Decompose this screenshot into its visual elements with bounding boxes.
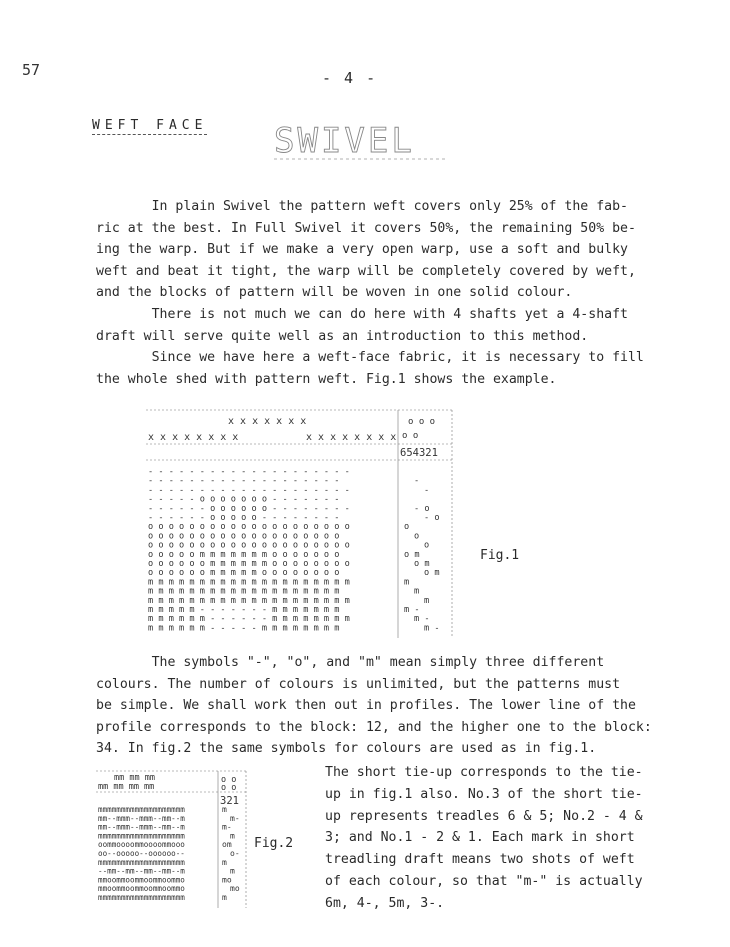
text-line: 3; and No.1 - 2 & 1. Each mark in short: [325, 830, 635, 846]
text-line: 34. In fig.2 the same symbols for colours are used as in fig.1.: [96, 741, 597, 757]
section-heading: WEFT FACE: [92, 118, 208, 133]
figure-1-label: Fig.1: [480, 548, 520, 563]
text-line: the whole shed with pattern weft. Fig.1 shows the example.: [96, 371, 557, 387]
profile-row: mmmmmmmmmmmmmmmmmmm: [98, 805, 185, 814]
treadling-mark: o: [404, 522, 410, 533]
draft-row: m m m m m m m m m m m m m m m m m m m m: [148, 595, 350, 606]
margin-page-number: 57: [22, 61, 41, 79]
draft-row: m m m m m m - - - - - m m m m m m m m: [148, 623, 340, 634]
text-line: The short tie-up corresponds to the tie-: [325, 765, 643, 780]
treadling-mark: om: [222, 840, 232, 850]
treadling-mark: o: [414, 531, 420, 542]
tieup-marks: o o: [221, 775, 237, 785]
treadling-mark: m: [414, 586, 420, 597]
treadling-mark: mo: [230, 884, 240, 894]
profile-row: mm--mmm--mmm--mm--m: [98, 813, 185, 823]
threading-bottom: x x x x x x x x: [148, 432, 239, 443]
text-line: profile corresponds to the block: 12, and the higher one to the block:: [96, 719, 652, 735]
draft-row: o o o o o o m m m m m o o o o o o o o: [148, 568, 340, 579]
profile-bottom: mm mm mm mm: [98, 782, 155, 792]
draft-row: m m m m m - - - - - - - m m m m m m m: [148, 605, 340, 615]
text-line: of each colour, so that "m-" is actually: [325, 873, 643, 889]
profile-row: oo--ooooo--oooooo--: [98, 849, 185, 858]
treadling-mark: m: [230, 831, 235, 841]
text-line: colours. The number of colours is unlimited, but the patterns must: [96, 676, 621, 692]
draft-row: m m m m m m m m m m m m m m m m m m m m: [148, 577, 350, 588]
profile-row: --mm--mm--mm--mm--m: [98, 866, 185, 876]
profile-top: mm mm mm: [114, 773, 155, 783]
text-line: weft and beat it tight, the warp will be completely covered by weft,: [96, 263, 636, 279]
threading-top: x x x x x x x: [228, 416, 307, 427]
tieup-marks-2: o o: [221, 783, 237, 793]
draft-row: m m m m m m m m m m m m m m m m m m m: [148, 586, 340, 597]
treadling-mark: o m: [414, 559, 430, 569]
draft-row: - - - - - - o o o o o - - - - - - - -: [148, 513, 340, 523]
text-line: treadling draft means two shots of weft: [325, 852, 635, 868]
profile-row: oommoooommoooommooo: [98, 840, 185, 850]
draft-row: o o o o o o o o o o o o o o o o o o o o: [148, 522, 350, 533]
paragraph-tieup: [325, 762, 643, 915]
draft-row: - - - - - - o o o o o o - - - - - - - -: [148, 503, 350, 514]
figure-2-label: Fig.2: [254, 836, 294, 851]
figure-1-draft: [146, 408, 458, 640]
draft-row: - - - - - o o o o o o o - - - - - - -: [148, 494, 340, 505]
profile-row: mmoommoommoommoommo: [98, 884, 185, 894]
treadling-mark: m: [404, 577, 410, 588]
draft-row: o o o o o m m m m m m m o o o o o o o: [148, 549, 340, 560]
draft-row: o o o o o o o o o o o o o o o o o o o: [148, 531, 340, 542]
paragraph-symbols: [96, 652, 652, 760]
text-line: There is not much we can do here with 4 shafts yet a 4-shaft: [96, 306, 628, 322]
text-line: The symbols "-", "o", and "m" mean simply three different: [96, 655, 605, 670]
swivel-title-text: SWIVEL: [274, 122, 415, 161]
treadling-mark: m: [424, 595, 430, 606]
text-line: Since we have here a weft-face fabric, it is necessary to fill: [96, 350, 644, 366]
text-line: ing the warp. But if we make a very open warp, use a soft and bulky: [96, 242, 628, 258]
figure-2-profile: [96, 770, 251, 910]
treadling-mark: - o: [414, 503, 430, 514]
treadling-mark: m -: [424, 623, 440, 634]
draft-row: o o o o o o m m m m m m o o o o o o o o: [148, 559, 350, 569]
treadling-mark: m-: [222, 822, 232, 832]
treadling-mark: o m: [404, 549, 420, 560]
treadling-mark: m: [230, 866, 235, 876]
tieup-marks: o o o: [408, 417, 436, 427]
draft-row: - - - - - - - - - - - - - - - - - - - -: [148, 467, 350, 477]
text-line: 6m, 4-, 5m, 3-.: [325, 895, 445, 911]
text-line: up in fig.1 also. No.3 of the short tie-: [325, 786, 643, 802]
treadling-mark: mo: [222, 875, 232, 885]
draft-row: - - - - - - - - - - - - - - - - - - - -: [148, 485, 350, 496]
treadling-mark: o-: [230, 849, 240, 858]
treadling-mark: -: [414, 476, 420, 487]
draft-row: - - - - - - - - - - - - - - - - - - -: [148, 476, 340, 487]
treadling-mark: -: [424, 485, 430, 496]
text-line: and the blocks of pattern will be woven in one solid colour.: [96, 285, 573, 301]
swivel-title-stencil: [270, 122, 450, 162]
profile-row: mmmmmmmmmmmmmmmmmmm: [98, 857, 185, 867]
profile-row: mm--mmm--mmm--mm--m: [98, 822, 185, 832]
tieup-numbers: 321: [220, 795, 239, 807]
profile-row: mmmmmmmmmmmmmmmmmmm: [98, 893, 185, 902]
tieup-marks-2: o o: [402, 431, 419, 441]
paragraph-intro: [96, 196, 644, 390]
treadling-mark: m -: [414, 614, 430, 625]
treadling-mark: m: [222, 893, 227, 902]
draft-row: m m m m m m - - - - - - m m m m m m m m: [148, 614, 350, 625]
page-number: - 4 -: [322, 69, 378, 87]
text-line: be simple. We shall work then out in profiles. The lower line of the: [96, 698, 636, 714]
treadling-mark: - o: [424, 513, 440, 523]
treadling-mark: o m: [424, 568, 440, 579]
text-line: In plain Swivel the pattern weft covers only 25% of the fab-: [96, 199, 628, 214]
treadling-mark: m-: [230, 813, 240, 823]
treadling-mark: m: [222, 857, 227, 867]
profile-row: mmoommoommoommoommo: [98, 875, 185, 885]
text-line: draft will serve quite well as an introduction to this method.: [96, 328, 589, 344]
tieup-numbers: 654321: [400, 447, 438, 459]
profile-row: mmmmmmmmmmmmmmmmmmm: [98, 831, 185, 841]
text-line: ric at the best. In Full Swivel it covers 50%, the remaining 50% be-: [96, 220, 636, 236]
draft-row: o o o o o o o o o o o o o o o o o o o o: [148, 540, 350, 551]
treadling-mark: m -: [404, 605, 420, 615]
threading-bottom-right: x x x x x x x x: [306, 432, 397, 443]
treadling-mark: m: [222, 805, 227, 814]
treadling-mark: o: [424, 540, 430, 551]
text-line: up represents treadles 6 & 5; No.2 - 4 &: [325, 808, 643, 824]
